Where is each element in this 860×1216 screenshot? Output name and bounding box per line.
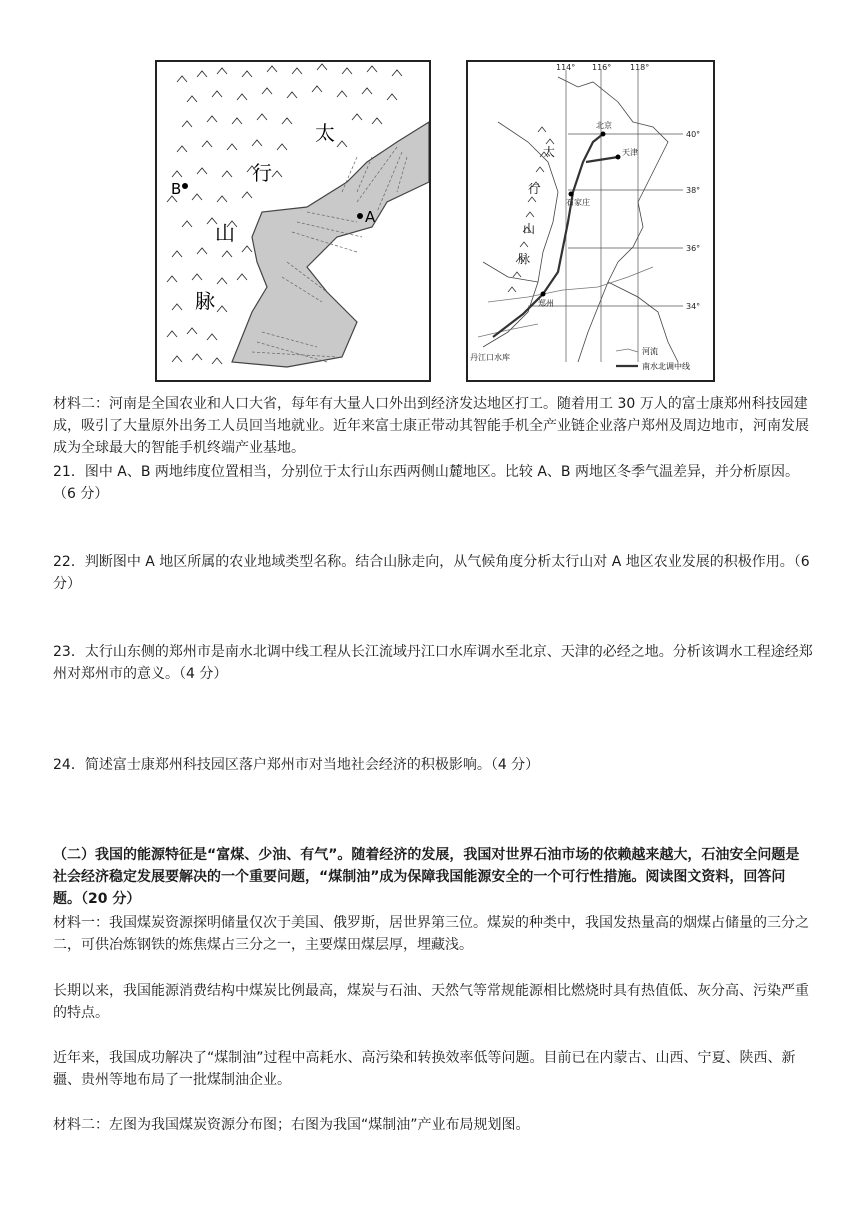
city-beijing: 北京 [596,121,612,130]
map-right-label-tai: 太 [543,145,556,159]
lon-label-118: 118° [630,63,650,72]
north-china-water-diversion-map [466,60,715,382]
map-legend [616,346,690,371]
city-zhengzhou: 郑州 [538,299,554,308]
lon-label-114: 114° [556,63,576,72]
beijing-marker [601,132,606,137]
section-two-intro: （二）我国的能源特征是“富煤、少油、有气”。随着经济的发展，我国对世界石油市场的依赖越来越大，石油安全问题是社会经济稳定发展要解决的一个重要问题，“煤制油”成为保障我国能源安全的一个可行性措施。阅读图文资料，回答问题。（20 分） [53,847,800,907]
legend-river-symbol [616,349,638,352]
taihang-terrain-map [155,60,431,382]
map-right-label-hang: 行 [528,182,541,196]
map-label-shan: 山 [215,221,235,245]
figures-row [0,58,860,388]
paragraph-recent: 近年来，我国成功解决了“煤制油”过程中高耗水、高污染和转换效率低等问题。目前已在内蒙古、山西、宁夏、陕西、新疆、贵州等地布局了一批煤制油企业。 [53,1050,796,1088]
lat-label-36: 36° [686,244,701,253]
diversion-map-svg [468,62,713,380]
point-b-marker [182,183,188,189]
lat-label-40: 40° [686,130,701,139]
legend-canal-label: 南水北调中线 [642,362,690,371]
question-21: 21．图中 A、B 两地纬度位置相当，分别位于太行山东西两侧山麓地区。比较 A、B 两地区冬季气温差异，并分析原因。（6 分） [53,464,799,502]
terrain-map-svg [157,62,429,380]
material-one-coal: 材料一：我国煤炭资源探明储量仅次于美国、俄罗斯，居世界第三位。煤炭的种类中，我国发热量高的烟煤占储量的三分之二，可供冶炼钢铁的炼焦煤占三分之一，主要煤田煤层厚，埋藏浅。 [53,915,809,953]
lat-label-38: 38° [686,186,701,195]
material-two-maps: 材料二：左图为我国煤炭资源分布图；右图为我国“煤制油”产业布局规划图。 [53,1117,530,1133]
point-a-label: A [365,208,376,226]
map-right-label-shan: 山 [523,222,536,236]
point-b-label: B [171,180,182,198]
map-label-tai: 太 [315,121,335,145]
point-a-marker [357,213,363,219]
rivers [478,267,653,337]
city-tianjin: 天津 [622,148,638,157]
tianjin-marker [616,155,621,160]
diversion-canal-tianjin-branch [586,157,618,162]
province-boundaries [483,77,678,362]
lat-label-34: 34° [686,302,701,311]
legend-river-label: 河流 [642,347,658,356]
danjiangkou-reservoir-label: 丹江口水库 [470,353,510,362]
map-right-label-mai: 脉 [518,252,531,266]
map-label-hang: 行 [252,161,272,185]
question-24: 24．简述富士康郑州科技园区落户郑州市对当地社会经济的积极影响。（4 分） [53,757,540,773]
question-23: 23．太行山东侧的郑州市是南水北调中线工程从长江流域丹江口水库调水至北京、天津的必经之地。分析该调水工程途经郑州对郑州市的意义。（4 分） [53,644,813,682]
map-label-mai: 脉 [195,289,215,313]
material-two-henan: 材料二：河南是全国农业和人口大省，每年有大量人口外出到经济发达地区打工。随着用工 30 万人的富士康郑州科技园建成，吸引了大量原外出务工人员回当地就业。近年来富士康正带动其智能手机全产业链企业落户郑州及周边地市，河南发展成为全球最大的智能手机终端产业基地。 [53,396,809,456]
question-22: 22．判断图中 A 地区所属的农业地域类型名称。结合山脉走向，从气候角度分析太行山对 A 地区农业发展的积极作用。（6 分） [53,554,810,592]
lon-label-116: 116° [592,63,612,72]
zhengzhou-marker [541,292,546,297]
city-shijiazhuang: 石家庄 [566,198,590,207]
shijiazhuang-marker [569,192,574,197]
paragraph-consumption: 长期以来，我国能源消费结构中煤炭比例最高，煤炭与石油、天然气等常规能源相比燃烧时具有热值低、灰分高、污染严重的特点。 [53,983,809,1021]
